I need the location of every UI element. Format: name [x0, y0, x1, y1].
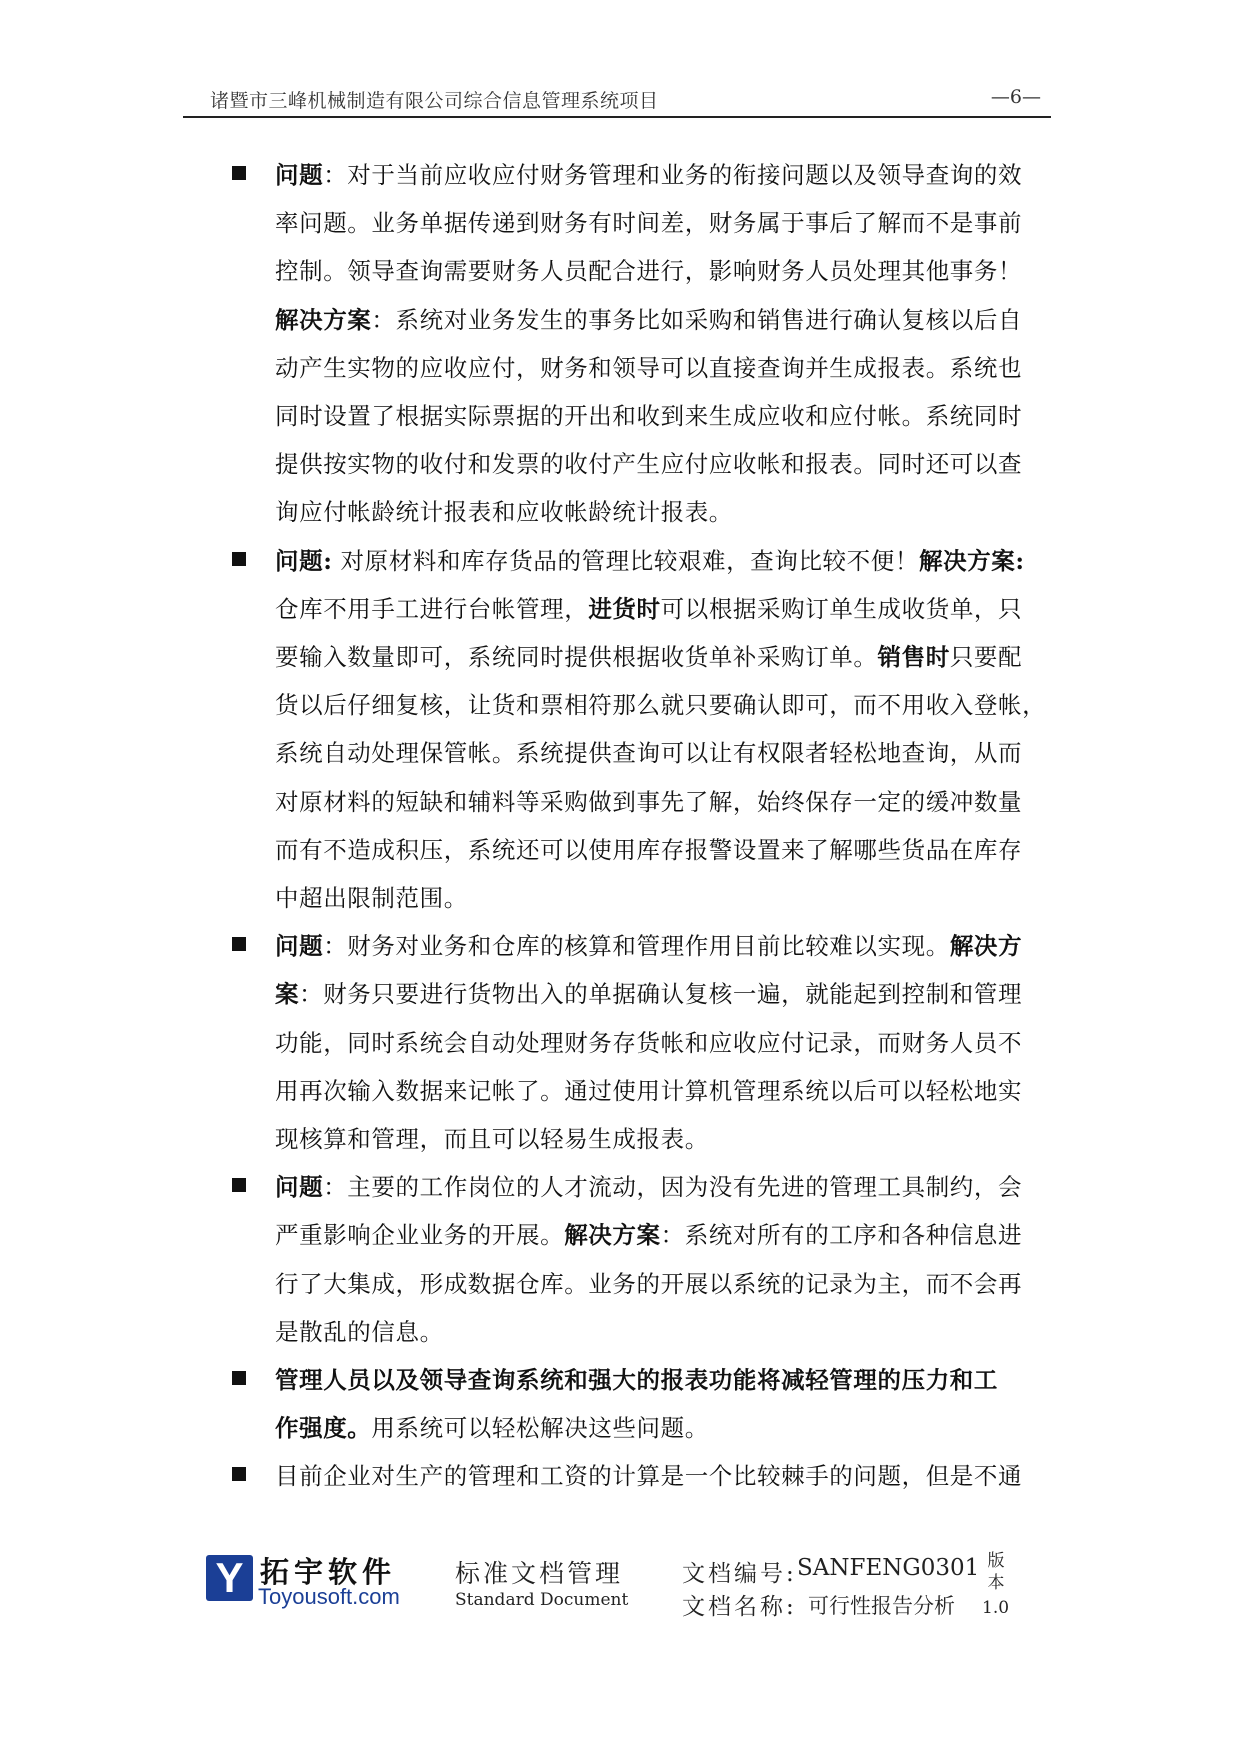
- text-line: [275, 344, 1055, 392]
- text-line: [275, 1115, 1055, 1163]
- text-run: 对原材料和库存货品的管理比较艰难，查询比较不便！: [332, 546, 919, 575]
- text-run: 要输入数量即可，系统同时提供根据收货单补采购订单。: [275, 642, 878, 671]
- text-run: 中超出限制范围。: [275, 883, 468, 912]
- text-line: [275, 1260, 1055, 1308]
- text-run: 提供按实物的收付和发票的收付产生应付应收帐和报表。同时还可以查: [275, 450, 1023, 479]
- doc-number-value: SANFENG0301: [797, 1555, 980, 1581]
- text-line: [275, 970, 1055, 1018]
- bold-run: 问题: [275, 161, 324, 189]
- header-divider: [183, 116, 1051, 118]
- text-line: [275, 585, 1055, 633]
- text-line: [275, 151, 1055, 199]
- header-title: 诸暨市三峰机械制造有限公司综合信息管理系统项目: [210, 90, 659, 112]
- text-run: ：财务只要进行货物出入的单据确认复核一遍，就能起到控制和管理: [299, 980, 1023, 1009]
- text-run: 控制。领导查询需要财务人员配合进行，影响财务人员处理其他事务！: [275, 257, 1023, 286]
- text-line: [275, 488, 1055, 536]
- square-bullet-icon: [232, 1178, 246, 1192]
- bold-run: 作强度。: [275, 1414, 372, 1443]
- text-run: 只要配: [949, 642, 1023, 671]
- doc-name-value: 可行性报告分析: [808, 1594, 955, 1618]
- version-label: 版本: [987, 1551, 1005, 1593]
- bold-run: 解决方案: [275, 305, 372, 334]
- bold-run: 问题:: [275, 546, 333, 575]
- text-run: 率问题。业务单据传递到财务有时间差，财务属于事后了解而不是事前: [275, 209, 1023, 238]
- page-number: —6—: [990, 86, 1041, 108]
- text-line: [275, 537, 1055, 585]
- text-run: 仓库不用手工进行台帐管理，: [275, 594, 589, 623]
- text-run: 货以后仔细复核，让货和票相符那么就只要确认即可，而不用收入登帐，: [275, 691, 1047, 720]
- text-run: 目前企业对生产的管理和工资的计算是一个比较棘手的问题，但是不通: [275, 1462, 1023, 1491]
- standard-doc-en: Standard Document: [455, 1590, 629, 1610]
- bold-run: 管理人员以及领导查询系统和强大的报表功能将减轻管理的压力和工: [275, 1366, 998, 1394]
- text-run: 严重影响企业业务的开展。: [275, 1221, 565, 1250]
- text-run: ：系统对业务发生的事务比如采购和销售进行确认复核以后自: [371, 305, 1023, 334]
- square-bullet-icon: [232, 552, 246, 566]
- text-line: [275, 874, 1055, 922]
- text-line: [275, 1308, 1055, 1356]
- company-website: Toyousoft.com: [258, 1584, 400, 1609]
- text-run: 对原材料的短缺和辅料等采购做到事先了解，始终保存一定的缓冲数量: [275, 787, 1023, 816]
- text-run: 用再次输入数据来记帐了。通过使用计算机管理系统以后可以轻松地实: [275, 1076, 1023, 1105]
- text-line: [275, 1067, 1055, 1115]
- text-line: [275, 1163, 1055, 1211]
- text-line: [275, 247, 1055, 295]
- square-bullet-icon: [232, 166, 246, 180]
- text-line: [275, 1452, 1055, 1500]
- square-bullet-icon: [232, 937, 246, 951]
- text-run: 用系统可以轻松解决这些问题。: [371, 1414, 709, 1443]
- doc-name-label: 文档名称:: [682, 1594, 797, 1620]
- text-line: [275, 1019, 1055, 1067]
- text-line: [275, 296, 1055, 344]
- text-line: [275, 681, 1055, 729]
- text-line: [275, 729, 1055, 777]
- bold-run: 问题: [275, 1173, 324, 1202]
- bold-run: 解决方: [949, 932, 1023, 961]
- text-run: ：对于当前应收应付财务管理和业务的衔接问题以及领导查询的效: [323, 161, 1023, 189]
- text-line: [275, 1356, 1055, 1404]
- bold-run: 问题: [275, 932, 324, 961]
- text-run: 功能，同时系统会自动处理财务存货帐和应收应付记录，而财务人员不: [275, 1028, 1023, 1057]
- text-run: 现核算和管理，而且可以轻易生成报表。: [275, 1124, 709, 1153]
- text-run: 可以根据采购订单生成收货单，只: [660, 594, 1023, 623]
- text-run: 动产生实物的应收应付，财务和领导可以直接查询并生成报表。系统也: [275, 353, 1023, 382]
- text-line: [275, 1211, 1055, 1259]
- text-run: ：系统对所有的工序和各种信息进: [660, 1221, 1023, 1250]
- version-value: 1.0: [982, 1598, 1010, 1618]
- company-name-cn: 拓宇软件: [260, 1555, 397, 1589]
- bold-run: 销售时: [877, 642, 950, 671]
- text-line: [275, 922, 1055, 970]
- text-run: ：财务对业务和仓库的核算和管理作用目前比较难以实现。: [323, 932, 950, 961]
- text-line: [275, 826, 1055, 874]
- text-run: 是散乱的信息。: [275, 1317, 444, 1346]
- company-logo-mark: Y: [206, 1555, 253, 1601]
- text-line: [275, 633, 1055, 681]
- text-run: 同时设置了根据实际票据的开出和收到来生成应收和应付帐。系统同时: [275, 402, 1023, 430]
- standard-doc-cn: 标准文档管理: [455, 1559, 624, 1588]
- text-line: [275, 778, 1055, 826]
- bold-run: 进货时: [588, 594, 661, 623]
- text-run: 而有不造成积压，系统还可以使用库存报警设置来了解哪些货品在库存: [275, 835, 1023, 864]
- bold-run: 案: [275, 980, 300, 1009]
- text-line: [275, 199, 1055, 247]
- bold-run: 解决方案: [564, 1221, 661, 1250]
- text-run: ：主要的工作岗位的人才流动，因为没有先进的管理工具制约，会: [323, 1173, 1023, 1202]
- text-run: 系统自动处理保管帐。系统提供查询可以让有权限者轻松地查询，从而: [275, 739, 1023, 768]
- text-line: [275, 440, 1055, 488]
- text-line: [275, 392, 1055, 440]
- square-bullet-icon: [232, 1371, 246, 1385]
- bold-run: 解决方案:: [918, 546, 1025, 575]
- square-bullet-icon: [232, 1467, 246, 1481]
- text-run: 行了大集成，形成数据仓库。业务的开展以系统的记录为主，而不会再: [275, 1269, 1023, 1298]
- text-line: [275, 1404, 1055, 1452]
- text-run: 询应付帐龄统计报表和应收帐龄统计报表。: [275, 498, 733, 527]
- doc-number-label: 文档编号:: [682, 1561, 797, 1587]
